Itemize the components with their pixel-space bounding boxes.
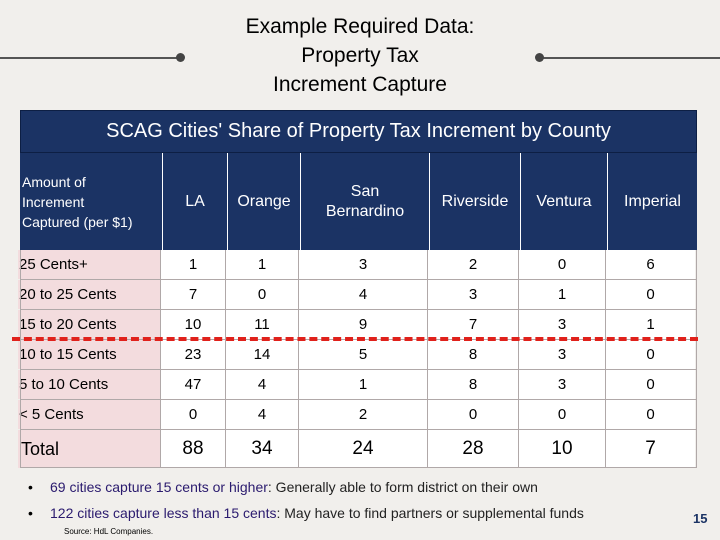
cell-orange: 0	[226, 280, 299, 309]
header-orange: Orange	[228, 153, 301, 250]
title-line-3: Increment Capture	[273, 73, 447, 96]
cell-riverside: 8	[428, 370, 519, 399]
cell-orange: 4	[226, 400, 299, 429]
cell-orange: 11	[226, 310, 299, 339]
table-row	[20, 280, 697, 310]
cell-orange: 14	[226, 340, 299, 369]
cell-ventura: 3	[519, 340, 606, 369]
cell-riverside: 8	[428, 340, 519, 369]
bullet-text: : May have to find partners or supplemental funds	[276, 505, 584, 521]
slide-title	[180, 12, 540, 99]
cell-imperial: 0	[606, 370, 695, 399]
cell-san-bernardino: 9	[299, 310, 428, 339]
bullet-dot-icon: •	[28, 479, 33, 495]
bullet-item	[28, 504, 708, 522]
cell-la: 10	[161, 310, 226, 339]
row-label: 25 Cents+	[18, 250, 161, 279]
table-banner: SCAG Cities' Share of Property Tax Increment by County	[20, 110, 697, 153]
cell-ventura: 0	[519, 250, 606, 279]
total-ventura: 10	[519, 430, 606, 468]
table-row	[20, 400, 697, 430]
cell-riverside: 0	[428, 400, 519, 429]
table-body	[20, 250, 697, 468]
title-line-2: Property Tax	[301, 44, 419, 67]
cell-imperial: 1	[606, 310, 695, 339]
cell-orange: 4	[226, 370, 299, 399]
cell-san-bernardino: 3	[299, 250, 428, 279]
source-note: Source: HdL Companies.	[64, 527, 154, 536]
table-header-row	[20, 153, 697, 250]
cell-imperial: 0	[606, 340, 695, 369]
bullet-list	[28, 478, 708, 530]
title-line-1: Example Required Data:	[245, 15, 475, 38]
total-imperial: 7	[606, 430, 695, 468]
title-rule-right	[540, 57, 720, 59]
table-row	[20, 250, 697, 280]
bullet-dot-icon: •	[28, 505, 33, 521]
total-label: Total	[18, 430, 161, 468]
threshold-dashed-line	[12, 337, 698, 341]
header-ventura: Ventura	[521, 153, 608, 250]
table-row	[20, 310, 697, 340]
page-number: 15	[693, 511, 708, 526]
bullet-text: : Generally able to form district on their own	[267, 479, 538, 495]
cell-ventura: 3	[519, 310, 606, 339]
cell-ventura: 0	[519, 400, 606, 429]
header-amount-line-2: Increment	[22, 193, 85, 210]
cell-orange: 1	[226, 250, 299, 279]
row-label: 10 to 15 Cents	[18, 340, 161, 369]
total-riverside: 28	[428, 430, 519, 468]
header-imperial: Imperial	[624, 192, 681, 210]
bullet-highlight: 122 cities capture less than 15 cents	[50, 505, 277, 521]
header-la: LA	[163, 153, 228, 250]
cell-ventura: 3	[519, 370, 606, 399]
total-orange: 34	[226, 430, 299, 468]
title-rule-left	[0, 57, 180, 59]
cell-imperial: 0	[606, 400, 695, 429]
cell-san-bernardino: 5	[299, 340, 428, 369]
cell-la: 23	[161, 340, 226, 369]
cell-san-bernardino: 2	[299, 400, 428, 429]
row-label: 15 to 20 Cents	[18, 310, 161, 339]
bullet-item	[28, 478, 708, 496]
bullet-highlight: 69 cities capture 15 cents or higher	[50, 479, 268, 495]
cell-riverside: 3	[428, 280, 519, 309]
cell-la: 47	[161, 370, 226, 399]
header-amount-line-3: Captured (per $1)	[22, 213, 133, 230]
cell-san-bernardino: 4	[299, 280, 428, 309]
cell-imperial: 6	[606, 250, 695, 279]
table-row	[20, 370, 697, 400]
cell-la: 1	[161, 250, 226, 279]
row-label: 20 to 25 Cents	[18, 280, 161, 309]
table-total-row	[20, 430, 697, 468]
header-riverside: Riverside	[430, 153, 521, 250]
cell-san-bernardino: 1	[299, 370, 428, 399]
row-label: 5 to 10 Cents	[18, 370, 161, 399]
total-la: 88	[161, 430, 226, 468]
total-san-bernardino: 24	[299, 430, 428, 468]
cell-imperial: 0	[606, 280, 695, 309]
table-row	[20, 340, 697, 370]
cell-la: 0	[161, 400, 226, 429]
cell-riverside: 7	[428, 310, 519, 339]
header-amount-captured	[20, 153, 163, 250]
cell-riverside: 2	[428, 250, 519, 279]
header-san-bernardino: San Bernardino	[301, 153, 430, 250]
cell-la: 7	[161, 280, 226, 309]
header-amount-line-1: Amount of	[22, 173, 86, 190]
cell-ventura: 1	[519, 280, 606, 309]
row-label: < 5 Cents	[18, 400, 161, 429]
